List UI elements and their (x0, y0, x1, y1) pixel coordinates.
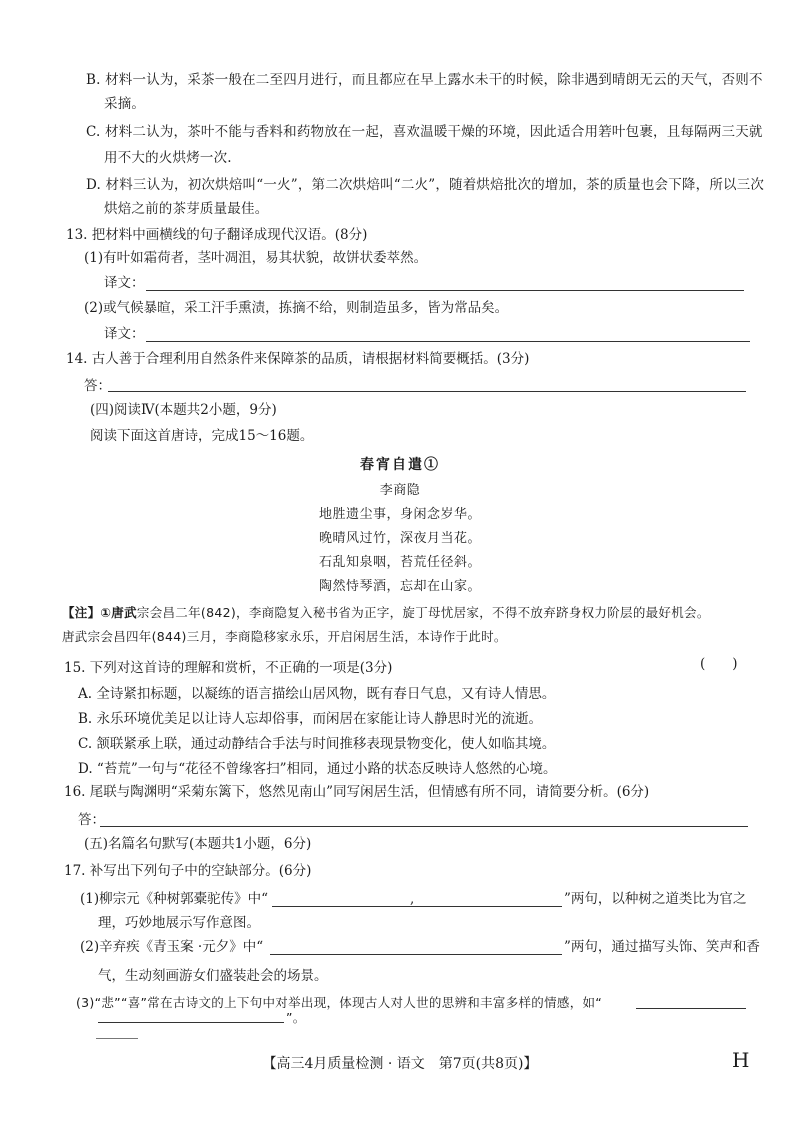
q15-answer-bracket[interactable]: ( ) (700, 656, 738, 672)
option-c-line2: 用不大的火烘烤一次. (104, 150, 232, 166)
page-footer: 【高三4月质量检测 · 语文 第7页(共8页)】 (262, 1056, 538, 1072)
poem-title: 春宵自遣① (360, 457, 440, 473)
q17-item1-line2: 理，巧妙地展示写作意图。 (98, 915, 260, 931)
option-d-line1: D. 材料三认为，初次烘焙叫“一火”，第二次烘焙叫“二火”，随着烘焙批次的增加，茶的质量也会下降，所以三次 (86, 177, 765, 193)
option-d-line2: 烘焙之前的茶芽质量最佳。 (104, 201, 269, 217)
note-prefix: 【注】① (62, 605, 112, 620)
q14-answer-line[interactable] (108, 391, 746, 392)
q17-item1-comma: , (410, 891, 415, 907)
q15-option-a: A. 全诗紧扣标题，以凝练的语言描绘山居风物，既有春日气息，又有诗人情思。 (78, 686, 556, 702)
q17-extra-blank[interactable] (96, 1038, 138, 1039)
q16-stem: 16. 尾联与陶渊明“采菊东篱下，悠然见南山”同写闲居生活，但情感有所不同，请简要分析。(6分) (64, 784, 650, 800)
q13-sentence-2: (2)或气候暴暄，采工汗手熏渍，拣摘不给，则制造虽多，皆为常品矣。 (84, 300, 509, 316)
q17-item3-close: ”。 (286, 1010, 306, 1025)
q16-answer-line[interactable] (100, 826, 748, 827)
poem-note-line2: 唐武宗会昌四年(844)三月，李商隐移家永乐，开启闲居生活，本诗作于此时。 (62, 629, 507, 644)
section5-heading: (五)名篇名句默写(本题共1小题，6分) (84, 836, 312, 852)
q17-item2-suffix: ”两句，通过描写头饰、笑声和香 (564, 939, 760, 955)
q17-item3-blank-1[interactable] (636, 1008, 746, 1009)
q13-sentence-1: (1)有叶如霜荷者，茎叶凋沮，易其状貌，故饼状委萃然。 (84, 250, 428, 266)
poem-line-1: 地胜遗尘事，身闲念岁华。 (318, 507, 481, 522)
q15-option-c: C. 颔联紧承上联，通过动静结合手法与时间推移表现景物变化，使人如临其境。 (78, 736, 556, 752)
q13-answer-line-1[interactable] (146, 290, 744, 291)
q17-item2-blank[interactable] (270, 954, 562, 955)
q13-answer-label-2: 译文： (104, 326, 145, 342)
poem-line-2: 晚晴风过竹，深夜月当花。 (318, 531, 481, 546)
option-b-line2: 采摘。 (104, 96, 146, 112)
note-text-1: 宗会昌二年(842)，李商隐复入秘书省为正字，旋丁母忧居家，不得不放弃跻身权力阶层的最好机会。 (136, 605, 710, 620)
q15-option-d: D. “苔荒”一句与“花径不曾缘客扫”相同，通过小路的状态反映诗人悠然的心境。 (78, 761, 557, 777)
q17-item2-line2: 气，生动刻画游女们盛装赴会的场景。 (98, 968, 328, 984)
section4-heading: (四)阅读Ⅳ(本题共2小题，9分) (90, 402, 277, 418)
poem-line-4: 陶然恃琴酒，忘却在山家。 (318, 579, 481, 594)
q14-stem: 14. 古人善于合理利用自然条件来保障茶的品质，请根据材料简要概括。(3分) (66, 351, 530, 367)
q17-item3-line1: (3)“悲”“喜”常在古诗文的上下句中对举出现，体现古人对人世的思辨和丰富多样的情感，如“ (76, 995, 603, 1010)
q17-item1-prefix: (1)柳宗元《种树郭橐驼传》中“ (80, 891, 269, 907)
note-emph: 唐武 (111, 605, 137, 620)
poem-note-line1 (62, 603, 710, 623)
poem-line-3: 石乱知泉咽，苔荒任径斜。 (318, 555, 481, 570)
q13-answer-label-1: 译文： (104, 275, 145, 291)
q15-stem: 15. 下列对这首诗的理解和赏析，不正确的一项是(3分) (64, 660, 393, 676)
q17-item1-blank[interactable] (272, 906, 562, 907)
q15-option-b: B. 永乐环境优美足以让诗人忘却俗事，而闲居在家能让诗人静思时光的流逝。 (78, 711, 543, 727)
q17-stem: 17. 补写出下列句子中的空缺部分。(6分) (64, 863, 312, 879)
q17-item1-suffix: ”两句，以种树之道类比为官之 (564, 891, 747, 907)
q17-item2-prefix: (2)辛弃疾《青玉案 ·元夕》中“ (80, 939, 264, 955)
section4-intro: 阅读下面这首唐诗，完成15～16题。 (90, 428, 314, 444)
q13-answer-line-2[interactable] (146, 341, 750, 342)
option-b-line1: B. 材料一认为，采茶一般在二至四月进行，而且都应在早上露水未干的时候，除非遇到晴朗无云的天气，否则不 (86, 72, 763, 88)
q14-answer-label: 答： (84, 378, 111, 394)
paper-version-letter: H (732, 1048, 750, 1072)
poem-author: 李商隐 (379, 483, 421, 498)
option-c-line1: C. 材料二认为，茶叶不能与香料和药物放在一起，喜欢温暖干燥的环境，因此适合用箬叶包裹，且每隔两三天就 (86, 124, 763, 140)
q17-item3-blank-2[interactable] (98, 1022, 284, 1023)
q13-stem: 13. 把材料中画横线的句子翻译成现代汉语。(8分) (66, 227, 368, 243)
q16-answer-label: 答： (78, 812, 105, 828)
